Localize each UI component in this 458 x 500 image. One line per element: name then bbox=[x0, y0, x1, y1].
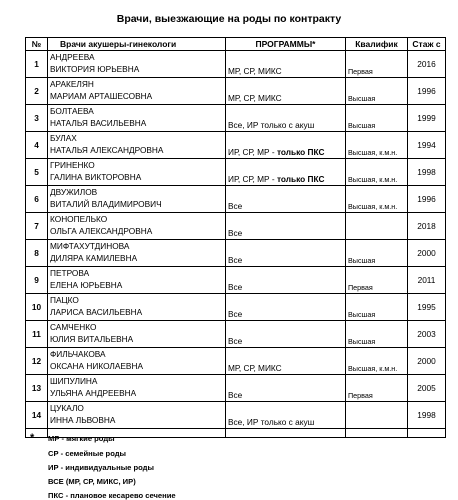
table-row bbox=[26, 78, 446, 105]
doctor-given-names: ОЛЬГА АЛЕКСАНДРОВНА bbox=[50, 226, 153, 236]
doctor-given-names: МАРИАМ АРТАШЕСОВНА bbox=[50, 91, 153, 101]
programs-text: Все, ИР только с акуш bbox=[228, 120, 315, 130]
table-row bbox=[26, 51, 446, 78]
document-title: Врачи, выезжающие на роды по контракту bbox=[116, 13, 342, 25]
programs-bold-note: только ПКС bbox=[276, 147, 325, 157]
legend-item-sr: СР - семейные роды bbox=[48, 449, 127, 458]
programs-cell bbox=[226, 132, 346, 159]
doctor-name bbox=[48, 375, 226, 402]
programs-cell bbox=[226, 375, 346, 402]
programs-text: МР, СР, МИКС bbox=[228, 93, 282, 103]
qualification-cell: Высшая bbox=[346, 294, 408, 321]
qualification-cell: Высшая, к.м.н. bbox=[346, 186, 408, 213]
doctor-name bbox=[48, 267, 226, 294]
doctor-given-names: НАТАЛЬЯ ВАСИЛЬЕВНА bbox=[50, 118, 147, 128]
doctor-given-names: ЕЛЕНА ЮРЬЕВНА bbox=[50, 280, 123, 290]
experience-since-cell: 1998 bbox=[408, 159, 446, 186]
doctor-surname: ПАЦКО bbox=[50, 295, 79, 305]
doctor-given-names: ДИЛЯРА КАМИЛЕВНА bbox=[50, 253, 138, 263]
legend-item-mr: МР - мягкие роды bbox=[48, 434, 115, 443]
programs-cell bbox=[226, 348, 346, 375]
doctor-name bbox=[48, 186, 226, 213]
table-row bbox=[26, 105, 446, 132]
qualification-cell bbox=[346, 213, 408, 240]
table-row bbox=[26, 132, 446, 159]
experience-since-cell: 1996 bbox=[408, 186, 446, 213]
programs-text: Все bbox=[228, 390, 243, 400]
table-row bbox=[26, 294, 446, 321]
doctor-surname: ШИПУЛИНА bbox=[50, 376, 98, 386]
row-number: 2 bbox=[26, 78, 48, 105]
experience-since-cell: 2000 bbox=[408, 240, 446, 267]
experience-since-cell: 2005 bbox=[408, 375, 446, 402]
doctor-name bbox=[48, 105, 226, 132]
programs-text: Все, ИР только с акуш bbox=[228, 417, 315, 427]
doctor-surname: ГРИНЕНКО bbox=[50, 160, 95, 170]
table-row bbox=[26, 402, 446, 429]
doctor-surname: БОЛТАЕВА bbox=[50, 106, 94, 116]
row-number: 14 bbox=[26, 402, 48, 429]
table-row bbox=[26, 213, 446, 240]
doctor-surname: АНДРЕЕВА bbox=[50, 52, 95, 62]
experience-since-cell: 2011 bbox=[408, 267, 446, 294]
doctor-given-names: УЛЬЯНА АНДРЕЕВНА bbox=[50, 388, 137, 398]
doctor-surname: МИФТАХУТДИНОВА bbox=[50, 241, 130, 251]
programs-text: Все bbox=[228, 255, 243, 265]
programs-text: МР, СР, МИКС bbox=[228, 363, 282, 373]
doctor-name bbox=[48, 78, 226, 105]
programs-cell bbox=[226, 78, 346, 105]
doctor-surname: ПЕТРОВА bbox=[50, 268, 90, 278]
header-programs: ПРОГРАММЫ* bbox=[226, 38, 346, 51]
table-row bbox=[26, 186, 446, 213]
doctor-given-names: ВИКТОРИЯ ЮРЬЕВНА bbox=[50, 64, 140, 74]
programs-text: ИР, СР, МР - bbox=[228, 174, 277, 184]
row-number: 9 bbox=[26, 267, 48, 294]
row-number: 5 bbox=[26, 159, 48, 186]
doctor-name bbox=[48, 348, 226, 375]
header-experience: Стаж с bbox=[408, 38, 446, 51]
doctor-surname: БУЛАХ bbox=[50, 133, 77, 143]
row-number: 11 bbox=[26, 321, 48, 348]
programs-text: Все bbox=[228, 282, 243, 292]
programs-cell bbox=[226, 213, 346, 240]
legend-item-ir: ИР - индивидуальные роды bbox=[48, 463, 154, 472]
doctor-given-names: ЛАРИСА ВАСИЛЬЕВНА bbox=[50, 307, 143, 317]
row-number: 6 bbox=[26, 186, 48, 213]
doctor-surname: ДВУЖИЛОВ bbox=[50, 187, 98, 197]
doctor-surname: АРАКЕЛЯН bbox=[50, 79, 94, 89]
programs-cell bbox=[226, 105, 346, 132]
empty-cell bbox=[26, 429, 48, 438]
row-number: 13 bbox=[26, 375, 48, 402]
doctor-name bbox=[48, 51, 226, 78]
doctor-name bbox=[48, 321, 226, 348]
empty-cell bbox=[408, 429, 446, 438]
doctor-name bbox=[48, 132, 226, 159]
header-name: Врачи акушеры-гинекологи bbox=[48, 38, 226, 51]
table-row bbox=[26, 240, 446, 267]
qualification-cell: Высшая bbox=[346, 240, 408, 267]
row-number: 8 bbox=[26, 240, 48, 267]
doctor-given-names: ОКСАНА НИКОЛАЕВНА bbox=[50, 361, 143, 371]
doctor-given-names: ИННА ЛЬВОВНА bbox=[50, 415, 116, 425]
programs-cell bbox=[226, 267, 346, 294]
qualification-cell: Высшая bbox=[346, 105, 408, 132]
programs-cell bbox=[226, 186, 346, 213]
qualification-cell: Высшая bbox=[346, 321, 408, 348]
doctor-surname: САМЧЕНКО bbox=[50, 322, 97, 332]
programs-bold-note: только ПКС bbox=[276, 174, 325, 184]
experience-since-cell: 2016 bbox=[408, 51, 446, 78]
row-number: 3 bbox=[26, 105, 48, 132]
programs-text: Все bbox=[228, 336, 243, 346]
doctor-name bbox=[48, 402, 226, 429]
qualification-cell: Высшая bbox=[346, 78, 408, 105]
qualification-cell: Первая bbox=[346, 375, 408, 402]
empty-cell bbox=[226, 429, 346, 438]
qualification-cell: Высшая, к.м.н. bbox=[346, 159, 408, 186]
qualification-cell: Высшая, к.м.н. bbox=[346, 348, 408, 375]
doctors-table bbox=[25, 37, 446, 438]
row-number: 1 bbox=[26, 51, 48, 78]
experience-since-cell: 1998 bbox=[408, 402, 446, 429]
row-number: 7 bbox=[26, 213, 48, 240]
doctor-given-names: ВИТАЛИЙ ВЛАДИМИРОВИЧ bbox=[50, 199, 162, 209]
programs-cell bbox=[226, 51, 346, 78]
legend-marker: * bbox=[30, 432, 35, 444]
experience-since-cell: 2018 bbox=[408, 213, 446, 240]
programs-text: МР, СР, МИКС bbox=[228, 66, 282, 76]
programs-text: ИР, СР, МР - bbox=[228, 147, 277, 157]
doctor-given-names: ГАЛИНА ВИКТОРОВНА bbox=[50, 172, 142, 182]
doctor-name bbox=[48, 159, 226, 186]
experience-since-cell: 1996 bbox=[408, 78, 446, 105]
programs-cell bbox=[226, 402, 346, 429]
doctor-surname: КОНОПЕЛЬКО bbox=[50, 214, 108, 224]
row-number: 12 bbox=[26, 348, 48, 375]
qualification-cell bbox=[346, 402, 408, 429]
doctor-given-names: НАТАЛЬЯ АЛЕКСАНДРОВНА bbox=[50, 145, 164, 155]
empty-cell bbox=[346, 429, 408, 438]
table-header-row bbox=[26, 38, 446, 51]
experience-since-cell: 2003 bbox=[408, 321, 446, 348]
programs-text: Все bbox=[228, 228, 243, 238]
table-row bbox=[26, 321, 446, 348]
table-row bbox=[26, 348, 446, 375]
experience-since-cell: 1995 bbox=[408, 294, 446, 321]
programs-cell bbox=[226, 321, 346, 348]
qualification-cell: Первая bbox=[346, 267, 408, 294]
qualification-cell: Высшая, к.м.н. bbox=[346, 132, 408, 159]
legend-item-all: ВСЕ (МР, СР, МИКС, ИР) bbox=[48, 477, 136, 486]
programs-cell bbox=[226, 294, 346, 321]
programs-text: Все bbox=[228, 201, 243, 211]
doctor-name bbox=[48, 240, 226, 267]
table-row bbox=[26, 267, 446, 294]
legend-item-pks: ПКС - плановое кесарево сечение bbox=[48, 491, 176, 500]
header-num: № bbox=[26, 38, 48, 51]
experience-since-cell: 1994 bbox=[408, 132, 446, 159]
doctor-name bbox=[48, 294, 226, 321]
row-number: 10 bbox=[26, 294, 48, 321]
doctor-surname: ЦУКАЛО bbox=[50, 403, 84, 413]
qualification-cell: Первая bbox=[346, 51, 408, 78]
programs-cell bbox=[226, 240, 346, 267]
experience-since-cell: 2000 bbox=[408, 348, 446, 375]
row-number: 4 bbox=[26, 132, 48, 159]
programs-text: Все bbox=[228, 309, 243, 319]
header-qualification: Квалифик bbox=[346, 38, 408, 51]
table-row bbox=[26, 375, 446, 402]
experience-since-cell: 1999 bbox=[408, 105, 446, 132]
programs-cell bbox=[226, 159, 346, 186]
doctor-given-names: ЮЛИЯ ВИТАЛЬЕВНА bbox=[50, 334, 134, 344]
table-row bbox=[26, 159, 446, 186]
doctor-surname: ФИЛЬЧАКОВА bbox=[50, 349, 106, 359]
doctor-name bbox=[48, 213, 226, 240]
